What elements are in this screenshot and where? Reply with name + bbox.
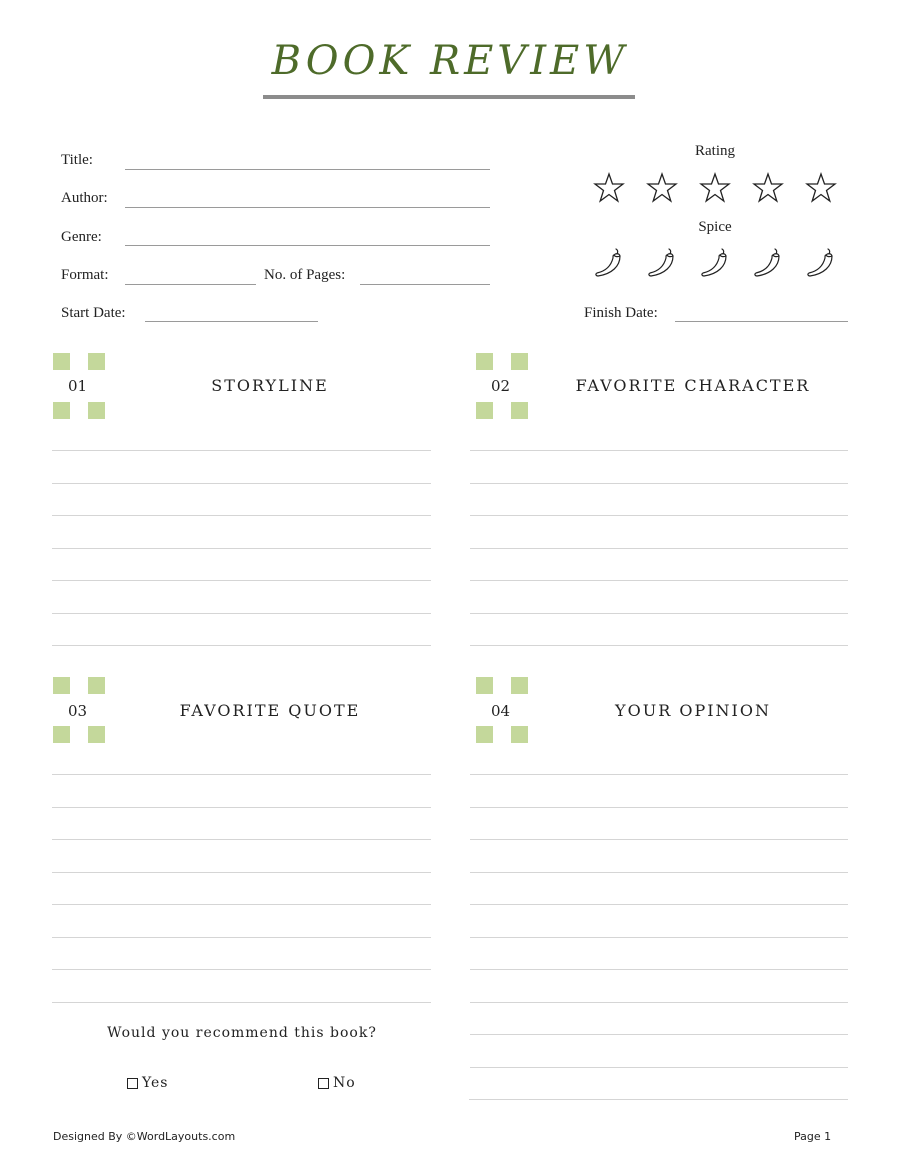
writing-line[interactable]	[52, 483, 431, 484]
spice-peppers	[582, 246, 847, 280]
writing-line[interactable]	[470, 645, 848, 646]
writing-line[interactable]	[470, 1067, 848, 1068]
accent-square	[511, 402, 528, 419]
no-label: No	[333, 1075, 356, 1091]
recommend-question: Would you recommend this book?	[107, 1025, 377, 1041]
chili-pepper-icon[interactable]	[582, 246, 635, 280]
accent-square	[88, 402, 105, 419]
accent-square	[53, 353, 70, 370]
accent-square	[476, 353, 493, 370]
writing-line[interactable]	[52, 450, 431, 451]
section-title: FAVORITE CHARACTER	[575, 376, 811, 395]
checkbox-icon[interactable]	[318, 1078, 329, 1089]
accent-square	[476, 726, 493, 743]
section-number: 03	[68, 702, 88, 720]
accent-square	[511, 353, 528, 370]
accent-square	[476, 402, 493, 419]
writing-line[interactable]	[52, 515, 431, 516]
writing-line[interactable]	[470, 969, 848, 970]
star-outline-icon[interactable]	[688, 172, 741, 204]
writing-line[interactable]	[470, 1034, 848, 1035]
writing-line[interactable]	[52, 937, 431, 938]
author-field[interactable]	[125, 207, 490, 208]
section-number: 04	[491, 702, 511, 720]
writing-line[interactable]	[470, 937, 848, 938]
author-label: Author:	[61, 190, 108, 206]
spice-label: Spice	[698, 219, 732, 235]
genre-field[interactable]	[125, 245, 490, 246]
writing-line[interactable]	[52, 969, 431, 970]
writing-line[interactable]	[52, 839, 431, 840]
chili-pepper-icon[interactable]	[794, 246, 847, 280]
section-title: FAVORITE QUOTE	[179, 701, 361, 720]
writing-line[interactable]	[470, 548, 848, 549]
writing-line[interactable]	[470, 872, 848, 873]
pages-field[interactable]	[360, 284, 490, 285]
writing-line[interactable]	[470, 839, 848, 840]
writing-line[interactable]	[470, 450, 848, 451]
writing-line[interactable]	[470, 904, 848, 905]
accent-square	[53, 677, 70, 694]
writing-line[interactable]	[470, 807, 848, 808]
section-title: YOUR OPINION	[615, 701, 771, 720]
title-field[interactable]	[125, 169, 490, 170]
writing-line[interactable]	[470, 774, 848, 775]
writing-line[interactable]	[469, 1099, 848, 1100]
pages-label: No. of Pages:	[264, 267, 346, 283]
chili-pepper-icon[interactable]	[688, 246, 741, 280]
start-date-field[interactable]	[145, 321, 318, 322]
accent-square	[88, 726, 105, 743]
title-underline	[263, 95, 635, 99]
accent-square	[88, 353, 105, 370]
writing-line[interactable]	[470, 515, 848, 516]
finish-date-label: Finish Date:	[584, 305, 658, 321]
star-outline-icon[interactable]	[741, 172, 794, 204]
accent-square	[53, 726, 70, 743]
recommend-no-option[interactable]	[318, 1075, 356, 1091]
writing-line[interactable]	[52, 580, 431, 581]
writing-line[interactable]	[470, 483, 848, 484]
accent-square	[511, 726, 528, 743]
rating-label: Rating	[695, 143, 735, 159]
accent-square	[88, 677, 105, 694]
writing-line[interactable]	[52, 807, 431, 808]
genre-label: Genre:	[61, 229, 102, 245]
writing-line[interactable]	[52, 1002, 431, 1003]
star-outline-icon[interactable]	[582, 172, 635, 204]
star-outline-icon[interactable]	[635, 172, 688, 204]
page-title: BOOK REVIEW	[271, 38, 629, 84]
accent-square	[53, 402, 70, 419]
recommend-yes-option[interactable]	[127, 1075, 169, 1091]
section-number: 01	[68, 377, 88, 395]
writing-line[interactable]	[52, 774, 431, 775]
format-label: Format:	[61, 267, 109, 283]
writing-line[interactable]	[52, 872, 431, 873]
accent-square	[476, 677, 493, 694]
chili-pepper-icon[interactable]	[635, 246, 688, 280]
section-title: STORYLINE	[211, 376, 329, 395]
format-field[interactable]	[125, 284, 256, 285]
chili-pepper-icon[interactable]	[741, 246, 794, 280]
finish-date-field[interactable]	[675, 321, 848, 322]
writing-line[interactable]	[470, 1002, 848, 1003]
rating-stars	[582, 172, 847, 204]
checkbox-icon[interactable]	[127, 1078, 138, 1089]
footer-credit: Designed By ©WordLayouts.com	[53, 1130, 236, 1143]
writing-line[interactable]	[52, 645, 431, 646]
section-number: 02	[491, 377, 511, 395]
start-date-label: Start Date:	[61, 305, 126, 321]
page-number: Page 1	[794, 1130, 832, 1143]
writing-line[interactable]	[52, 613, 431, 614]
star-outline-icon[interactable]	[794, 172, 847, 204]
title-label: Title:	[61, 152, 93, 168]
accent-square	[511, 677, 528, 694]
writing-line[interactable]	[52, 904, 431, 905]
writing-line[interactable]	[470, 613, 848, 614]
writing-line[interactable]	[470, 580, 848, 581]
writing-line[interactable]	[52, 548, 431, 549]
yes-label: Yes	[142, 1075, 169, 1091]
